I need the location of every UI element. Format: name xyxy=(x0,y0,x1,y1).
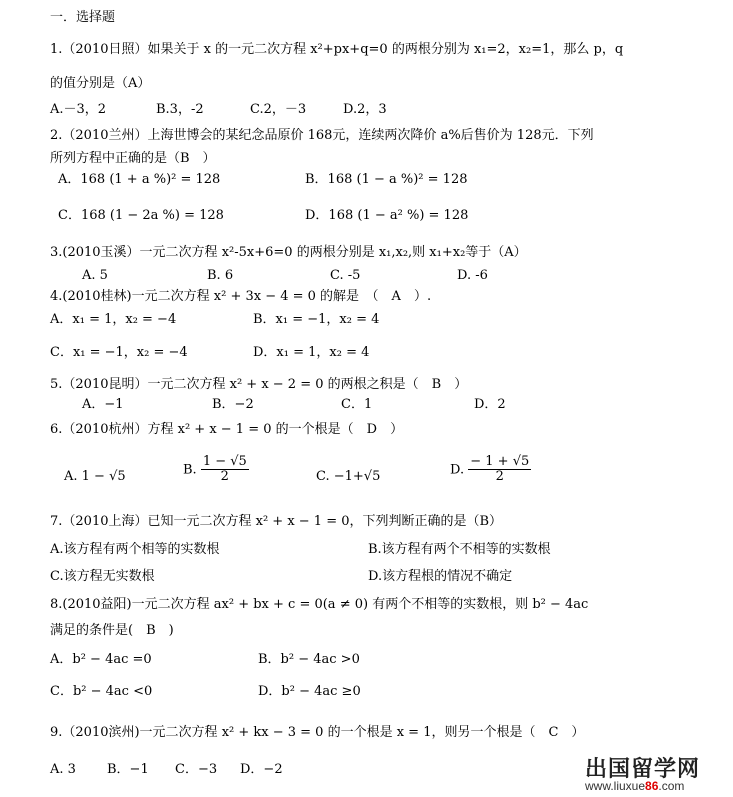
q8-stem-line2: 满足的条件是( B ) xyxy=(50,623,174,638)
q5-option-a: A．−1 xyxy=(82,397,124,412)
q8-option-d: D．b² − 4ac ≥0 xyxy=(258,684,361,699)
q2-option-a: A．168 (1 + a %)² = 128 xyxy=(58,172,221,187)
q4-option-c: C．x₁ = −1，x₂ = −4 xyxy=(50,345,188,360)
q6-option-c: C. −1+√5 xyxy=(316,469,381,484)
q8-stem-line1: 8.(2010益阳)一元二次方程 ax² + bx + c = 0(a ≠ 0) 有两个不相等的实数根，则 b² − 4ac xyxy=(50,597,589,612)
q7-option-c: C.该方程无实数根 xyxy=(50,569,155,584)
q7-option-d: D.该方程根的情况不确定 xyxy=(368,569,513,584)
q2-option-c: C．168 (1 − 2a %) = 128 xyxy=(58,208,224,223)
q4-option-a: A．x₁ = 1，x₂ = −4 xyxy=(50,312,177,327)
q5-stem: 5.（2010昆明）一元二次方程 x² + x − 2 = 0 的两根之积是（ B ） xyxy=(50,377,468,392)
q7-option-b: B.该方程有两个不相等的实数根 xyxy=(368,542,551,557)
q3-option-d: D. -6 xyxy=(457,268,488,283)
q9-option-a: A. 3 xyxy=(50,762,76,777)
q6-option-d-fraction xyxy=(468,455,531,485)
q1-option-d: D.2，3 xyxy=(343,102,387,117)
q5-option-c: C．1 xyxy=(341,397,373,412)
q2-option-d: D．168 (1 − a² %) = 128 xyxy=(305,208,469,223)
q6-stem: 6.（2010杭州）方程 x² + x − 1 = 0 的一个根是（ D ） xyxy=(50,422,404,437)
q9-option-b: B．−1 xyxy=(107,762,149,777)
q6-option-d-label: D. xyxy=(450,462,465,478)
q1-option-b: B.3，-2 xyxy=(156,102,204,117)
q5-option-d: D．2 xyxy=(474,397,506,412)
q6-option-b-denominator: 2 xyxy=(220,469,229,485)
q3-stem: 3.(2010玉溪）一元二次方程 x²-5x+6=0 的两根分别是 x₁,x₂,则 x₁+x₂等于（A） xyxy=(50,245,527,260)
q4-option-b: B．x₁ = −1，x₂ = 4 xyxy=(253,312,380,327)
q2-stem-line2: 所列方程中正确的是（B ） xyxy=(50,151,216,166)
q9-stem: 9.（2010滨州)一元二次方程 x² + kx − 3 = 0 的一个根是 x = 1，则另一个根是（ C ） xyxy=(50,725,585,740)
watermark-title: 出国留学网 xyxy=(585,757,701,782)
q5-option-b: B．−2 xyxy=(212,397,254,412)
q6-option-b-label: B. xyxy=(183,462,197,478)
q2-stem-line1: 2.（2010兰州）上海世博会的某纪念品原价 168元，连续两次降价 a%后售价为 128元．下列 xyxy=(50,128,594,143)
q1-stem-line2: 的值分别是（A） xyxy=(50,76,151,91)
watermark-url xyxy=(585,779,684,793)
q8-option-c: C．b² − 4ac <0 xyxy=(50,684,153,699)
q6-option-d-numerator: − 1 + √5 xyxy=(470,454,530,469)
watermark xyxy=(585,752,731,794)
watermark-url-suffix: .com xyxy=(658,779,685,793)
q2-option-b: B．168 (1 − a %)² = 128 xyxy=(305,172,468,187)
q6-option-d-denominator: 2 xyxy=(495,469,504,485)
q9-option-c: C．−3 xyxy=(175,762,218,777)
q6-option-b-numerator: 1 − √5 xyxy=(202,454,247,469)
watermark-url-prefix: www.liuxue xyxy=(585,779,646,793)
q6-option-a: A. 1 − √5 xyxy=(64,469,126,484)
q1-option-c: C.2，－3 xyxy=(250,102,307,117)
q4-stem: 4.(2010桂林)一元二次方程 x² + 3x − 4 = 0 的解是 （ A ）. xyxy=(50,289,432,304)
q7-option-a: A.该方程有两个相等的实数根 xyxy=(50,542,220,557)
q6-option-d xyxy=(450,455,531,485)
q9-option-d: D．−2 xyxy=(240,762,283,777)
q3-option-c: C. -5 xyxy=(330,268,361,283)
watermark-url-number: 86 xyxy=(645,779,659,793)
q7-stem: 7.（2010上海）已知一元二次方程 x² + x − 1 = 0，下列判断正确的是（B） xyxy=(50,514,503,529)
q1-option-a: A.－3，2 xyxy=(50,102,107,117)
q6-option-b xyxy=(183,455,249,485)
section-title: 一．选择题 xyxy=(50,10,116,25)
q8-option-b: B．b² − 4ac >0 xyxy=(258,652,360,667)
q6-option-b-fraction xyxy=(201,455,249,485)
q8-option-a: A．b² − 4ac =0 xyxy=(50,652,152,667)
q1-stem-line1: 1.（2010日照）如果关于 x 的一元二次方程 x²+px+q=0 的两根分别为 x₁=2，x₂=1，那么 p，q xyxy=(50,42,624,57)
q3-option-a: A. 5 xyxy=(82,268,108,283)
q4-option-d: D．x₁ = 1，x₂ = 4 xyxy=(253,345,370,360)
q3-option-b: B. 6 xyxy=(207,268,234,283)
